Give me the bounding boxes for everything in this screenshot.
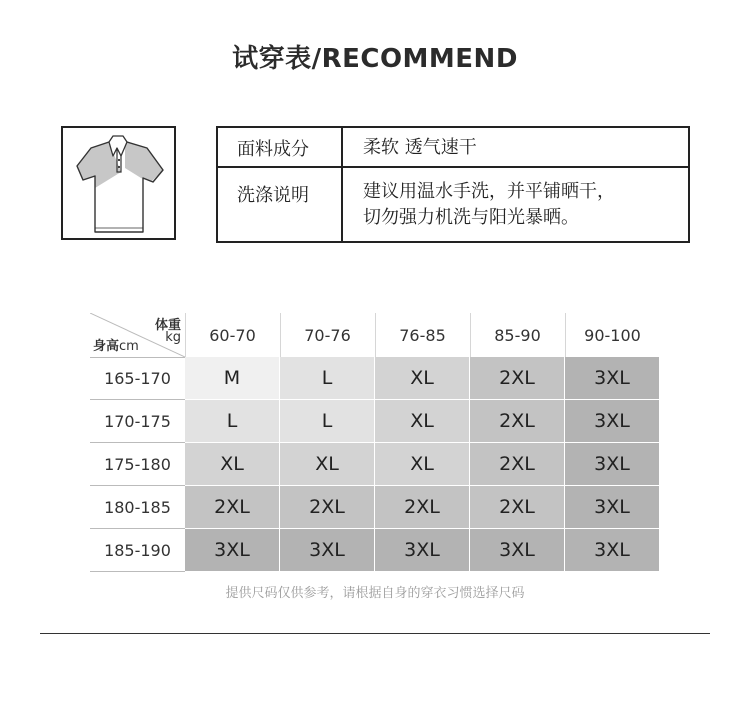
height-row-label: 165-170 [90, 357, 185, 400]
size-cell: 3XL [565, 357, 660, 400]
header-separator [470, 313, 471, 357]
size-cell: XL [185, 443, 280, 486]
weight-header-cell: 76-85 [399, 325, 446, 345]
height-unit-text: cm [119, 339, 139, 354]
washing-label: 洗涤说明 [237, 185, 309, 206]
size-cell: 3XL [565, 486, 660, 529]
size-cell: L [280, 400, 375, 443]
product-image-frame [61, 126, 176, 240]
height-header-label [93, 335, 139, 354]
weight-header-cell: 85-90 [494, 325, 541, 345]
size-cell: 2XL [470, 486, 565, 529]
height-row-label: 170-175 [90, 400, 185, 443]
size-cell: 3XL [565, 529, 660, 572]
fabric-row [218, 128, 688, 168]
size-cell: 3XL [185, 529, 280, 572]
size-cell: 3XL [565, 443, 660, 486]
bottom-divider [40, 633, 710, 634]
size-chart [90, 313, 661, 573]
size-cell: 3XL [565, 400, 660, 443]
size-cell: 2XL [280, 486, 375, 529]
weight-header-cell: 70-76 [304, 325, 351, 345]
size-cell: 2XL [375, 486, 470, 529]
washing-value [363, 179, 683, 231]
fabric-care-table [216, 126, 690, 243]
weight-unit-label: kg [165, 330, 181, 345]
header-separator [375, 313, 376, 357]
washing-line-1: 建议用温水手洗，并平铺晒干， [363, 181, 615, 202]
size-cell: 2XL [470, 400, 565, 443]
table-divider [341, 128, 343, 241]
size-cell: M [185, 357, 280, 400]
weight-header-cell: 90-100 [584, 325, 641, 345]
size-cell: XL [375, 400, 470, 443]
header-separator [185, 313, 186, 357]
header-separator [565, 313, 566, 357]
height-row-label: 180-185 [90, 486, 185, 529]
height-row-label: 185-190 [90, 529, 185, 572]
height-row-label: 175-180 [90, 443, 185, 486]
size-cell: XL [280, 443, 375, 486]
size-cell: 2XL [470, 443, 565, 486]
size-cell: XL [375, 357, 470, 400]
size-cell: 3XL [280, 529, 375, 572]
header-separator [280, 313, 281, 357]
weight-header-label: 体重 [154, 318, 181, 333]
height-label-text: 身高 [93, 339, 120, 354]
size-cell: XL [375, 443, 470, 486]
size-cell: 3XL [375, 529, 470, 572]
size-cell: 2XL [470, 357, 565, 400]
fabric-value: 柔软 透气速干 [363, 137, 477, 158]
polo-shirt-icon [63, 128, 174, 238]
washing-line-2: 切勿强力机洗与阳光暴晒。 [363, 207, 579, 228]
washing-row [218, 168, 688, 241]
size-cell: L [185, 400, 280, 443]
size-cell: L [280, 357, 375, 400]
size-chart-corner [90, 313, 185, 357]
size-note: 提供尺码仅供参考，请根据自身的穿衣习惯选择尺码 [225, 586, 525, 601]
page-title: 试穿表/RECOMMEND [232, 44, 518, 74]
size-cell: 3XL [470, 529, 565, 572]
fabric-label: 面料成分 [237, 139, 309, 160]
weight-header-cell: 60-70 [209, 325, 256, 345]
size-cell: 2XL [185, 486, 280, 529]
